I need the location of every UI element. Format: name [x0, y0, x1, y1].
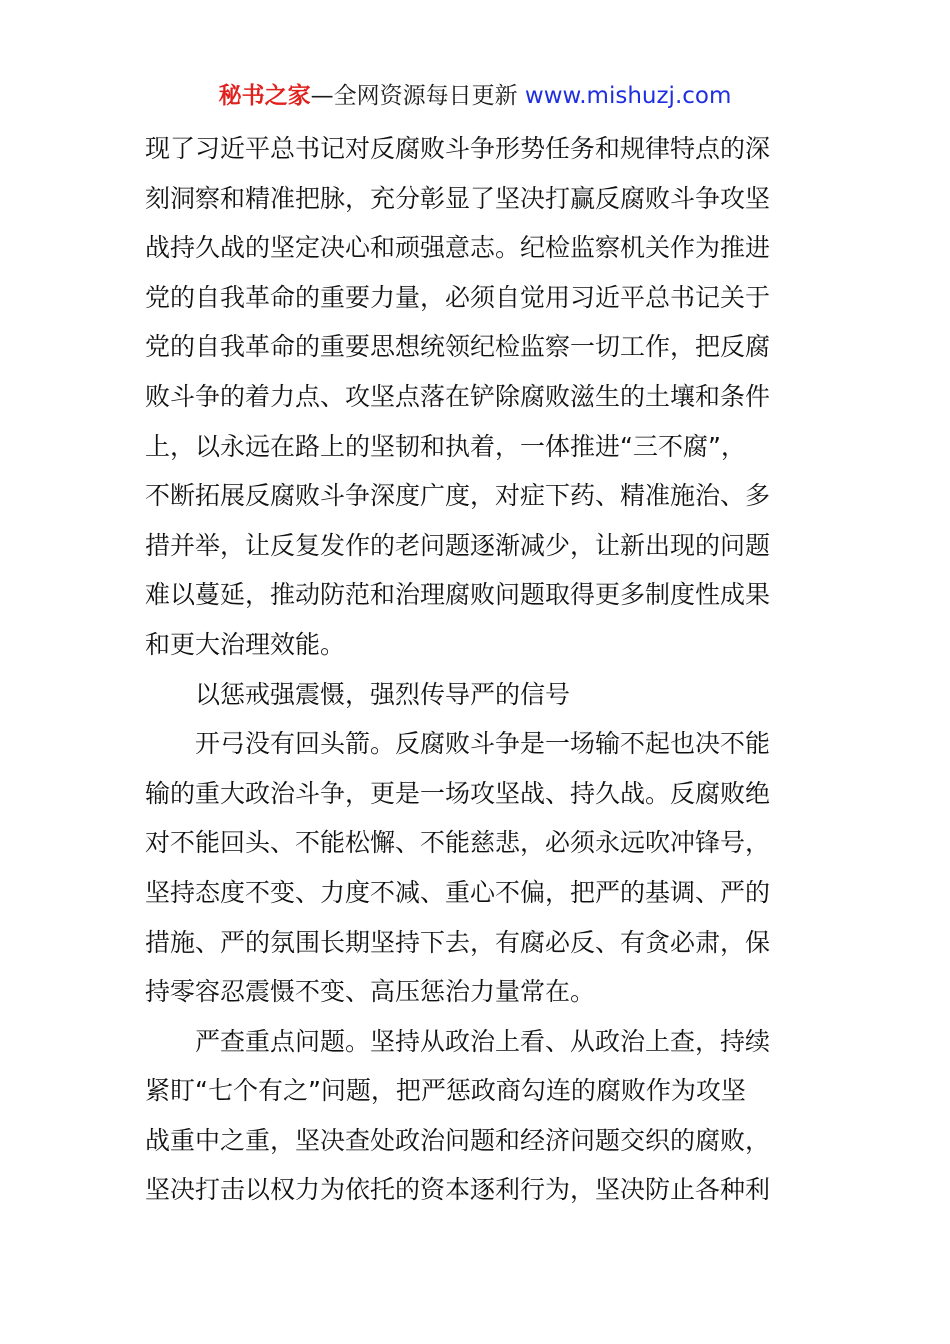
text-line: 败斗争的着力点、攻坚点落在铲除腐败滋生的土壤和条件	[145, 381, 771, 411]
text-line: 刻洞察和精准把脉，充分彰显了坚决打赢反腐败斗争攻坚	[145, 183, 771, 213]
text-line: 持零容忍震慑不变、高压惩治力量常在。	[145, 977, 596, 1007]
text-line: 开弓没有回头箭。反腐败斗争是一场输不起也决不能	[195, 729, 771, 759]
site-tagline: —全网资源每日更新	[310, 83, 518, 109]
text-line: 现了习近平总书记对反腐败斗争形势任务和规律特点的深	[145, 134, 771, 163]
text-line: 和更大治理效能。	[145, 629, 346, 659]
text-line: 上，以永远在路上的坚韧和执着，一体推进“三不腐”，	[145, 431, 746, 461]
text-line: 输的重大政治斗争，更是一场攻坚战、持久战。反腐败绝	[145, 778, 771, 808]
text-line: 不断拓展反腐败斗争深度广度，对症下药、精准施治、多	[145, 481, 771, 511]
paragraph-2	[145, 719, 810, 1017]
text-line: 坚持态度不变、力度不减、重心不偏，把严的基调、严的	[145, 877, 771, 907]
text-line: 措施、严的氛围长期坚持下去，有腐必反、有贪必肃，保	[145, 927, 771, 957]
text-line: 坚决打击以权力为依托的资本逐利行为，坚决防止各种利	[145, 1175, 771, 1205]
section-heading	[145, 670, 810, 720]
text-line: 战重中之重，坚决查处政治问题和经济问题交织的腐败，	[145, 1125, 771, 1155]
text-line: 措并举，让反复发作的老问题逐渐减少，让新出现的问题	[145, 530, 771, 560]
section-heading-text: 以惩戒强震慑，强烈传导严的信号	[195, 679, 571, 709]
document-body	[145, 124, 810, 1215]
site-header	[0, 80, 950, 112]
paragraph-3	[145, 1017, 810, 1215]
paragraph-1	[145, 124, 810, 670]
text-line: 党的自我革命的重要力量，必须自觉用习近平总书记关于	[145, 282, 771, 312]
text-line: 战持久战的坚定决心和顽强意志。纪检监察机关作为推进	[145, 233, 771, 263]
text-line: 对不能回头、不能松懈、不能慈悲，必须永远吹冲锋号，	[145, 828, 771, 858]
text-line: 难以蔓延，推动防范和治理腐败问题取得更多制度性成果	[145, 580, 771, 610]
site-brand: 秘书之家	[218, 83, 311, 109]
text-line: 严查重点问题。坚持从政治上看、从政治上查，持续	[195, 1026, 771, 1056]
text-line: 紧盯“七个有之”问题，把严惩政商勾连的腐败作为攻坚	[145, 1076, 746, 1106]
text-line: 党的自我革命的重要思想统领纪检监察一切工作，把反腐	[145, 332, 771, 362]
site-url-link[interactable]: www.mishuzj.com	[524, 83, 732, 109]
